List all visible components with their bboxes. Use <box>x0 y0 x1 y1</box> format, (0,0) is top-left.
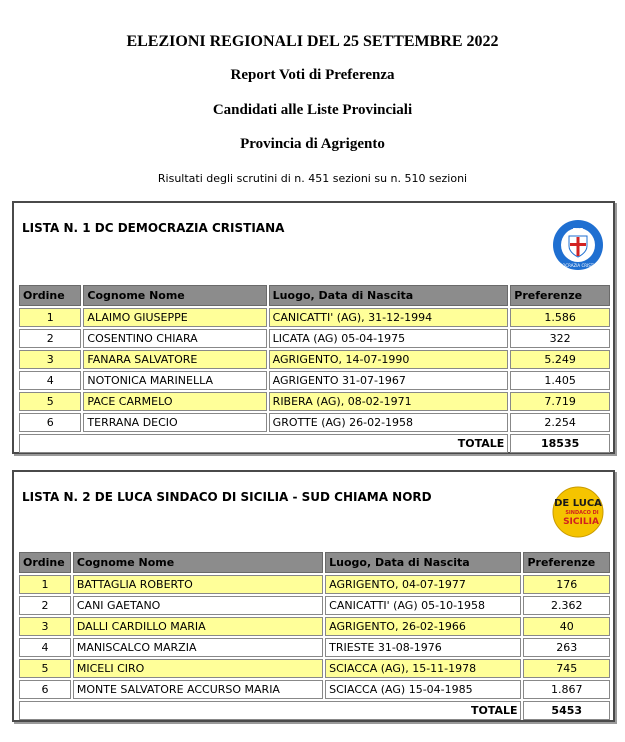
cell-ordine: 5 <box>19 659 71 678</box>
cell-luogo: CANICATTI' (AG), 31-12-1994 <box>269 308 509 327</box>
cell-luogo: CANICATTI' (AG) 05-10-1958 <box>325 596 521 615</box>
cell-preferenze: 745 <box>523 659 610 678</box>
list-panel-2 <box>12 470 615 722</box>
cell-ordine: 3 <box>19 617 71 636</box>
list-panel-1 <box>12 201 615 454</box>
cell-preferenze: 7.719 <box>510 392 610 411</box>
cell-luogo: AGRIGENTO, 26-02-1966 <box>325 617 521 636</box>
cell-nome: MONTE SALVATORE ACCURSO MARIA <box>73 680 323 699</box>
total-value: 5453 <box>523 701 610 720</box>
cell-ordine: 4 <box>19 638 71 657</box>
cell-ordine: 4 <box>19 371 81 390</box>
total-row <box>19 701 610 720</box>
cell-ordine: 5 <box>19 392 81 411</box>
total-row <box>19 434 610 453</box>
col-luogo: Luogo, Data di Nascita <box>269 285 509 306</box>
cell-preferenze: 5.249 <box>510 350 610 369</box>
cell-nome: ALAIMO GIUSEPPE <box>83 308 266 327</box>
cell-ordine: 1 <box>19 308 81 327</box>
cell-luogo: AGRIGENTO, 14-07-1990 <box>269 350 509 369</box>
cell-nome: COSENTINO CHIARA <box>83 329 266 348</box>
svg-text:DE LUCA: DE LUCA <box>554 498 602 509</box>
de-luca-logo-icon <box>552 486 604 538</box>
table-row <box>19 308 610 327</box>
cell-nome: MANISCALCO MARZIA <box>73 638 323 657</box>
candidates-table <box>17 550 612 722</box>
total-label: TOTALE <box>19 434 508 453</box>
cell-luogo: LICATA (AG) 05-04-1975 <box>269 329 509 348</box>
table-row <box>19 575 610 594</box>
cell-nome: TERRANA DECIO <box>83 413 266 432</box>
table-row <box>19 617 610 636</box>
cell-nome: PACE CARMELO <box>83 392 266 411</box>
cell-preferenze: 1.405 <box>510 371 610 390</box>
cell-ordine: 2 <box>19 329 81 348</box>
svg-text:DEMOCRAZIA CRISTIANA: DEMOCRAZIA CRISTIANA <box>553 263 603 268</box>
cell-nome: NOTONICA MARINELLA <box>83 371 266 390</box>
dc-logo-icon <box>552 219 604 271</box>
cell-luogo: AGRIGENTO, 04-07-1977 <box>325 575 521 594</box>
cell-ordine: 2 <box>19 596 71 615</box>
cell-preferenze: 263 <box>523 638 610 657</box>
report-subtitle: Report Voti di Preferenza <box>230 67 395 83</box>
report-title: ELEZIONI REGIONALI DEL 25 SETTEMBRE 2022 <box>126 33 499 50</box>
cell-luogo: SCIACCA (AG) 15-04-1985 <box>325 680 521 699</box>
col-nome: Cognome Nome <box>83 285 266 306</box>
svg-text:SICILIA: SICILIA <box>563 517 599 527</box>
cell-preferenze: 176 <box>523 575 610 594</box>
cell-luogo: GROTTE (AG) 26-02-1958 <box>269 413 509 432</box>
table-row <box>19 350 610 369</box>
col-nome: Cognome Nome <box>73 552 323 573</box>
cell-nome: CANI GAETANO <box>73 596 323 615</box>
cell-preferenze: 322 <box>510 329 610 348</box>
cell-preferenze: 2.254 <box>510 413 610 432</box>
report-subject: Candidati alle Liste Provinciali <box>212 102 413 118</box>
table-row <box>19 371 610 390</box>
scrutini-info: Risultati degli scrutini di n. 451 sezioni su n. 510 sezioni <box>157 172 468 185</box>
col-preferenze: Preferenze <box>510 285 610 306</box>
table-row <box>19 659 610 678</box>
col-preferenze: Preferenze <box>523 552 610 573</box>
svg-text:DC: DC <box>572 227 584 235</box>
candidates-table <box>17 283 612 455</box>
cell-luogo: SCIACCA (AG), 15-11-1978 <box>325 659 521 678</box>
list-title: LISTA N. 2 DE LUCA SINDACO DI SICILIA - SUD CHIAMA NORD <box>22 490 432 504</box>
cell-preferenze: 40 <box>523 617 610 636</box>
table-row <box>19 596 610 615</box>
col-luogo: Luogo, Data di Nascita <box>325 552 521 573</box>
total-label: TOTALE <box>19 701 521 720</box>
cell-luogo: TRIESTE 31-08-1976 <box>325 638 521 657</box>
svg-text:SINDACO DI: SINDACO DI <box>565 510 599 516</box>
cell-ordine: 6 <box>19 680 71 699</box>
cell-luogo: AGRIGENTO 31-07-1967 <box>269 371 509 390</box>
col-ordine: Ordine <box>19 285 81 306</box>
list-title: LISTA N. 1 DC DEMOCRAZIA CRISTIANA <box>22 221 285 235</box>
cell-ordine: 6 <box>19 413 81 432</box>
table-row <box>19 329 610 348</box>
cell-ordine: 1 <box>19 575 71 594</box>
col-ordine: Ordine <box>19 552 71 573</box>
cell-nome: MICELI CIRO <box>73 659 323 678</box>
cell-luogo: RIBERA (AG), 08-02-1971 <box>269 392 509 411</box>
cell-preferenze: 1.586 <box>510 308 610 327</box>
table-row <box>19 680 610 699</box>
total-value: 18535 <box>510 434 610 453</box>
table-row <box>19 413 610 432</box>
cell-ordine: 3 <box>19 350 81 369</box>
cell-nome: DALLI CARDILLO MARIA <box>73 617 323 636</box>
table-row <box>19 392 610 411</box>
report-province: Provincia di Agrigento <box>240 136 385 152</box>
cell-preferenze: 1.867 <box>523 680 610 699</box>
cell-nome: FANARA SALVATORE <box>83 350 266 369</box>
cell-nome: BATTAGLIA ROBERTO <box>73 575 323 594</box>
cell-preferenze: 2.362 <box>523 596 610 615</box>
table-row <box>19 638 610 657</box>
